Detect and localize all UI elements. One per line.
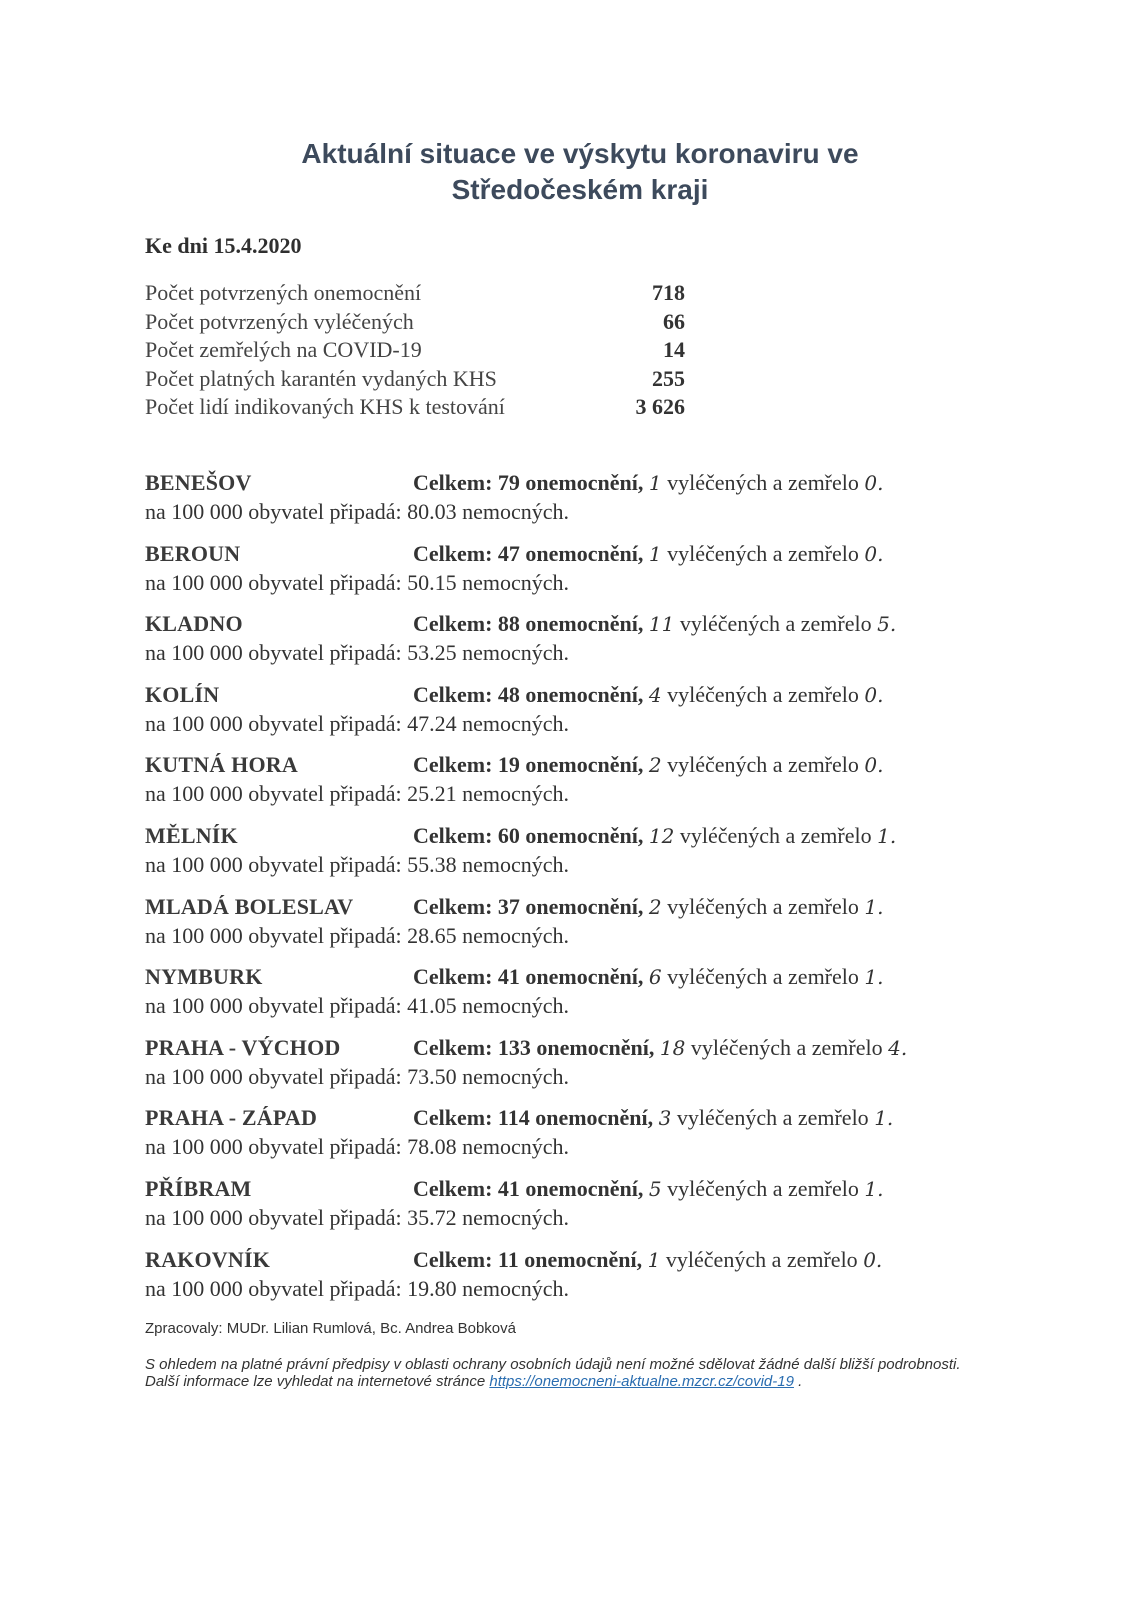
district-line-1 (145, 964, 1005, 993)
district-line-2 (145, 852, 1005, 878)
deaths-dot: . (877, 471, 884, 495)
district-summary (413, 964, 883, 990)
celkem-label: Celkem: (413, 470, 493, 495)
district-deaths: 1 (864, 1176, 878, 1201)
vylecenych-label: vyléčených a zemřelo (667, 752, 859, 778)
district-entry (145, 752, 1005, 823)
district-cases: 60 (497, 822, 520, 848)
district-line-2 (145, 499, 1005, 525)
onemocneni-label: onemocnění, (535, 1105, 654, 1131)
district-name: PŘÍBRAM (145, 1175, 252, 1201)
more-info-text: Další informace lze vyhledat na internetové stránce (145, 1373, 486, 1390)
summary-label: Počet lidí indikovaných KHS k testování (145, 394, 505, 419)
district-summary (413, 823, 896, 849)
deaths-dot: . (877, 682, 884, 707)
district-entry (145, 894, 1005, 965)
deaths-dot: . (877, 541, 884, 566)
summary-row (145, 280, 685, 309)
district-per100k: 50.15 (407, 569, 457, 595)
per100k-label: na 100 000 obyvatel připadá: (145, 1063, 402, 1089)
district-deaths: 0 (864, 541, 878, 566)
district-per100k: 41.05 (407, 993, 457, 1019)
district-line-2 (145, 923, 1005, 949)
celkem-label: Celkem: (413, 1246, 493, 1272)
district-deaths: 1 (874, 1106, 887, 1131)
nemocnych-label: nemocných. (462, 851, 570, 877)
nemocnych-label: nemocných. (462, 1275, 570, 1301)
district-name: BENEŠOV (145, 470, 252, 495)
celkem-label: Celkem: (413, 611, 493, 637)
title-line-2: Středočeském kraji (451, 174, 709, 205)
per100k-label: na 100 000 obyvatel připadá: (145, 1275, 402, 1301)
page-title (200, 136, 960, 208)
district-recovered: 2 (648, 753, 662, 778)
district-line-1 (145, 1105, 1005, 1134)
district-name: KLADNO (145, 611, 243, 637)
footer-notes (145, 1356, 1005, 1390)
vylecenych-label: vyléčených a zemřelo (667, 893, 859, 919)
celkem-label: Celkem: (413, 964, 493, 990)
per100k-label: na 100 000 obyvatel připadá: (145, 499, 402, 524)
district-cases: 48 (497, 681, 520, 707)
district-list (145, 470, 1005, 1317)
vylecenych-label: vyléčených a zemřelo (667, 1175, 859, 1201)
district-entry (145, 611, 1005, 682)
per100k-label: na 100 000 obyvatel připadá: (145, 851, 402, 877)
deaths-dot: . (877, 894, 884, 919)
onemocneni-label: onemocnění, (525, 964, 644, 990)
district-recovered: 1 (648, 471, 662, 495)
district-cases: 41 (497, 1175, 520, 1201)
district-name: PRAHA - VÝCHOD (145, 1034, 341, 1060)
district-name: BEROUN (145, 540, 241, 566)
summary-value: 14 (663, 337, 685, 362)
district-recovered: 3 (658, 1106, 672, 1131)
deaths-dot: . (889, 612, 897, 637)
covid-info-link[interactable]: https://onemocneni-aktualne.mzcr.cz/covid-19 (489, 1373, 794, 1390)
onemocneni-label: onemocnění, (525, 470, 644, 495)
celkem-label: Celkem: (413, 893, 493, 919)
summary-value: 3 626 (635, 394, 685, 419)
district-line-2 (145, 711, 1005, 737)
onemocneni-label: onemocnění, (525, 540, 644, 566)
celkem-label: Celkem: (413, 681, 493, 707)
district-name: KUTNÁ HORA (145, 752, 298, 778)
nemocnych-label: nemocných. (462, 640, 570, 666)
district-recovered: 11 (648, 612, 675, 637)
district-name: RAKOVNÍK (145, 1246, 271, 1272)
district-summary (413, 1035, 907, 1061)
summary-table (145, 280, 685, 423)
celkem-label: Celkem: (413, 1105, 493, 1131)
district-deaths: 0 (864, 682, 878, 707)
onemocneni-label: onemocnění, (525, 681, 644, 707)
summary-value: 718 (652, 280, 685, 305)
deaths-dot: . (889, 823, 897, 848)
district-summary (413, 894, 883, 920)
trailing-dot: . (798, 1373, 803, 1390)
vylecenych-label: vyléčených a zemřelo (679, 822, 872, 848)
onemocneni-label: onemocnění, (536, 1034, 655, 1060)
deaths-dot: . (877, 753, 884, 778)
summary-value: 66 (663, 308, 685, 334)
district-summary (413, 1105, 893, 1131)
district-summary (413, 752, 883, 778)
vylecenych-label: vyléčených a zemřelo (667, 681, 859, 707)
district-per100k: 28.65 (407, 922, 457, 948)
district-per100k: 25.21 (407, 781, 457, 807)
title-line-1: Aktuální situace ve výskytu koronaviru ve (301, 138, 859, 169)
district-cases: 47 (497, 540, 520, 566)
district-deaths: 0 (864, 471, 878, 495)
district-summary (413, 541, 883, 567)
summary-row (145, 337, 685, 366)
onemocneni-label: onemocnění, (525, 752, 644, 778)
celkem-label: Celkem: (413, 822, 493, 848)
summary-value: 255 (652, 365, 685, 391)
district-name: PRAHA - ZÁPAD (145, 1105, 318, 1131)
processed-by: Zpracovaly: MUDr. Lilian Rumlová, Bc. Andrea Bobková (145, 1320, 516, 1337)
district-recovered: 2 (648, 894, 662, 919)
district-line-2 (145, 781, 1005, 807)
district-line-2 (145, 1276, 1005, 1302)
per100k-label: na 100 000 obyvatel připadá: (145, 640, 402, 666)
vylecenych-label: vyléčených a zemřelo (667, 540, 859, 566)
district-summary (413, 470, 883, 496)
district-deaths: 0 (864, 753, 878, 778)
district-per100k: 80.03 (407, 499, 457, 524)
district-entry (145, 541, 1005, 612)
nemocnych-label: nemocných. (462, 569, 570, 595)
district-cases: 37 (497, 893, 520, 919)
deaths-dot: . (900, 1035, 908, 1060)
district-per100k: 35.72 (407, 1204, 457, 1230)
per100k-label: na 100 000 obyvatel připadá: (145, 1134, 402, 1160)
deaths-dot: . (877, 965, 884, 990)
district-entry (145, 1247, 1005, 1318)
district-per100k: 55.38 (407, 851, 457, 877)
district-cases: 41 (497, 964, 520, 990)
district-line-1 (145, 1035, 1005, 1064)
deaths-dot: . (875, 1247, 883, 1272)
district-cases: 19 (497, 752, 520, 778)
district-deaths: 4 (888, 1035, 901, 1060)
district-recovered: 5 (648, 1176, 662, 1201)
district-deaths: 1 (877, 823, 890, 848)
district-recovered: 4 (648, 682, 662, 707)
district-line-1 (145, 611, 1005, 640)
district-name: NYMBURK (145, 964, 263, 990)
district-cases: 79 (497, 470, 520, 495)
vylecenych-label: vyléčených a zemřelo (679, 611, 872, 637)
district-name: MĚLNÍK (145, 822, 238, 848)
nemocnych-label: nemocných. (462, 1134, 570, 1160)
vylecenych-label: vyléčených a zemřelo (667, 964, 859, 990)
district-cases: 88 (497, 611, 520, 637)
per100k-label: na 100 000 obyvatel připadá: (145, 569, 402, 595)
district-entry (145, 823, 1005, 894)
district-cases: 133 (497, 1034, 531, 1060)
district-per100k: 47.24 (407, 710, 457, 736)
district-line-1 (145, 752, 1005, 781)
deaths-dot: . (877, 1176, 884, 1201)
district-line-2 (145, 993, 1005, 1019)
district-summary (413, 682, 883, 708)
nemocnych-label: nemocných. (462, 922, 570, 948)
district-deaths: 1 (864, 894, 878, 919)
district-line-1 (145, 823, 1005, 852)
vylecenych-label: vyléčených a zemřelo (667, 470, 859, 495)
district-deaths: 5 (877, 612, 890, 637)
district-recovered: 12 (648, 823, 675, 848)
deaths-dot: . (886, 1106, 894, 1131)
district-name: MLADÁ BOLESLAV (145, 893, 354, 919)
vylecenych-label: vyléčených a zemřelo (676, 1105, 869, 1131)
nemocnych-label: nemocných. (462, 1063, 570, 1089)
district-line-1 (145, 1176, 1005, 1205)
district-entry (145, 682, 1005, 753)
district-recovered: 6 (648, 965, 662, 990)
district-deaths: 0 (863, 1247, 876, 1272)
district-cases: 11 (497, 1246, 519, 1272)
disclaimer: S ohledem na platné právní předpisy v oblasti ochrany osobních údajů není možné sdělovat žádné další bližší podrobnosti. (145, 1356, 961, 1373)
district-recovered: 1 (648, 541, 662, 566)
celkem-label: Celkem: (413, 1175, 493, 1201)
district-entry (145, 964, 1005, 1035)
onemocneni-label: onemocnění, (525, 893, 644, 919)
onemocneni-label: onemocnění, (524, 1246, 643, 1272)
district-per100k: 53.25 (407, 640, 457, 666)
summary-row (145, 309, 685, 338)
celkem-label: Celkem: (413, 540, 493, 566)
vylecenych-label: vyléčených a zemřelo (665, 1246, 858, 1272)
district-line-2 (145, 1205, 1005, 1231)
district-per100k: 19.80 (407, 1275, 457, 1301)
district-entry (145, 1035, 1005, 1106)
district-summary (413, 611, 896, 637)
district-line-1 (145, 894, 1005, 923)
district-per100k: 73.50 (407, 1063, 457, 1089)
onemocneni-label: onemocnění, (525, 1175, 644, 1201)
summary-label: Počet platných karantén vydaných KHS (145, 365, 497, 391)
district-line-2 (145, 1134, 1005, 1160)
district-recovered: 18 (659, 1035, 686, 1060)
district-per100k: 78.08 (407, 1134, 457, 1160)
district-line-2 (145, 1064, 1005, 1090)
district-deaths: 1 (864, 965, 878, 990)
nemocnych-label: nemocných. (462, 781, 570, 807)
district-entry (145, 470, 1005, 541)
summary-row (145, 366, 685, 395)
nemocnych-label: nemocných. (462, 1204, 570, 1230)
district-line-1 (145, 682, 1005, 711)
summary-label: Počet potvrzených vyléčených (145, 308, 414, 334)
summary-row (145, 394, 685, 423)
district-cases: 114 (497, 1105, 530, 1131)
nemocnych-label: nemocných. (462, 710, 570, 736)
report-date: Ke dni 15.4.2020 (145, 233, 302, 258)
district-summary (413, 1176, 883, 1202)
district-line-1 (145, 470, 1005, 499)
per100k-label: na 100 000 obyvatel připadá: (145, 922, 402, 948)
nemocnych-label: nemocných. (462, 993, 570, 1019)
per100k-label: na 100 000 obyvatel připadá: (145, 1204, 402, 1230)
per100k-label: na 100 000 obyvatel připadá: (145, 993, 402, 1019)
summary-label: Počet potvrzených onemocnění (145, 280, 422, 305)
vylecenych-label: vyléčených a zemřelo (690, 1034, 883, 1060)
district-line-2 (145, 640, 1005, 666)
more-info-line (145, 1373, 1005, 1390)
celkem-label: Celkem: (413, 752, 493, 778)
celkem-label: Celkem: (413, 1034, 493, 1060)
per100k-label: na 100 000 obyvatel připadá: (145, 781, 402, 807)
per100k-label: na 100 000 obyvatel připadá: (145, 710, 402, 736)
onemocneni-label: onemocnění, (525, 611, 644, 637)
district-summary (413, 1247, 882, 1273)
district-name: KOLÍN (145, 681, 220, 707)
onemocneni-label: onemocnění, (525, 822, 644, 848)
nemocnych-label: nemocných. (462, 499, 570, 524)
district-recovered: 1 (647, 1247, 661, 1272)
district-line-2 (145, 570, 1005, 596)
district-line-1 (145, 1247, 1005, 1276)
summary-label: Počet zemřelých na COVID-19 (145, 337, 422, 362)
district-line-1 (145, 541, 1005, 570)
district-entry (145, 1105, 1005, 1176)
district-entry (145, 1176, 1005, 1247)
